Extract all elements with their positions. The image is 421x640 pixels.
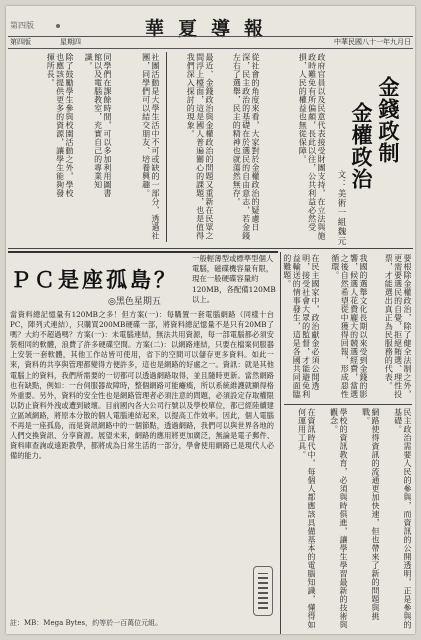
date-line: 中華民國八十一年九月日 xyxy=(334,38,411,46)
page-number: 第四版 xyxy=(10,38,31,46)
main-title-line2: 金權政治 xyxy=(349,102,374,190)
pc-article-byline: ◎黑色星期五 xyxy=(108,297,161,307)
column-rule xyxy=(280,252,281,634)
main-col-f: 要根除金權政治，除了健全法制之外，更需要選民的自覺，拒絕賄選、理性投票，才能選出真正為民服務的代表。 xyxy=(384,254,412,399)
main-col-d: 在民主國家中，政治獻金必須公開透明，接受社會大眾的監督，才能避免利益輸送的情事發生，這是各國共同面臨的難題。 xyxy=(282,254,320,399)
pc-article-body: 當資料總記憶量有120MB之多！但方案(一)：每購置一套電腦網路（同樣十台PC，陣列式連結），只購買200MB硬碟一部，將資料總記憶量不是只有20MB了嗎？大約不超過嗎？方案(一)：未電腦連結，無法共用資源，每一部電腦都必須安裝相同的軟體，浪費了許多硬碟空間。方案(二)：以網路連結，只要在檔案伺服器上安裝一套軟體，其他工作站皆可使用，省下的空間可以儲存更多資料。如此一來，資料的共享與管理都變得方便許多，這也是網路的好處之一。資訊：就是其他電腦上的資料，我們所需要的一切都可以透過網路取得，並且隨時更新。當然網路也有缺點，例如：一台伺服器故障時，整個網路可能癱瘓，所以系統維護就顯得格外重要。另外，資料的安全性也是網路管理者必須注意的問題，必須設定存取權限以防止資料外洩或遭到破壞。目前國內各大公司行號以及學校單位，都已經陸續建立區域網路，將原本分散的個人電腦連結起來，以提高工作效率。因此，個人電腦不再是一座孤島，而是資訊網路中的一個節點，透過網路，我們可以與世界各地的人們交換資訊、分享資源。展望未來，網路的應用將更加廣泛，無論是電子郵件、資料庫查詢或遠距教學，都將成為日常生活的一部分，學會使用網路已是現代人必備的能力。 xyxy=(10,310,274,461)
newspaper-title: 華夏導報 xyxy=(144,18,277,40)
pc-article-footnote: 註：MB：Mega Bytes，約等於一百萬位元組。 xyxy=(10,619,163,627)
section-rule xyxy=(8,248,413,249)
main-col-c: 政府官員以及民意代表接受財團支持，在立法與施政時難免有所偏頗，長此以往，公共利益必然受損，人民的權益也無從保障。 xyxy=(298,53,326,240)
main-title-line1: 金錢政制 xyxy=(376,76,401,164)
page-label: 第四版 xyxy=(10,21,34,30)
main-byline: 文：美術一組魏元 xyxy=(336,170,346,246)
pc-article-title: ＰＣ是座孤島？ xyxy=(10,267,178,292)
lower-right-col-4: 民主政治需要人民的參與，而資訊的公開透明，正是參與的基礎。 xyxy=(393,408,412,629)
newspaper-page xyxy=(6,6,415,634)
main-col-b: 從社會的角度來看，大家對於金權政治的疑慮日深，民主政治的基礎在於選民的自由意志，若金錢左右了選舉，民主的精神也就蕩然無存。 xyxy=(232,53,260,240)
lower-right-col-1: 在資訊時代中，每個人都應該具備基本的電腦知識，懂得如何運用工具。 xyxy=(297,408,316,629)
column-rule xyxy=(166,52,167,242)
pc-article-side-text: 一般輕薄型或標準型個人電腦，磁碟機容量有限，現在一般硬碟容量約120MB，各配備120MB以上。 xyxy=(192,254,276,304)
seal-stamp-icon xyxy=(253,566,273,616)
main-col-e: 我國的選舉文化長期以來受到金錢的影響，候選人花費龐大的競選經費，當選之後自然希望從中獲得回報，形成惡性循環。 xyxy=(330,254,368,399)
weekday: 星期四 xyxy=(60,38,81,46)
upper-left-col-2: 同學們在課餘時間，可以多加利用圖書館以及電腦教室，充實自己的專業知識。 xyxy=(84,53,112,198)
lower-right-col-3: 網路使得資訊的流通更加快速，但也帶來了新的問題與挑戰。 xyxy=(361,408,380,621)
upper-left-col-3: 社團活動是大學生活中不可或缺的一部分，透過社團，同學們可以結交朋友、培養興趣。 xyxy=(141,53,160,240)
upper-left-col-1: 除了鼓勵學生參與校園活動之外，學校也應該提供更多的資源，讓學生能夠發揮所長。 xyxy=(46,53,74,198)
main-col-a: 最近、金錢政治與金權政治的問題又重新在民眾之間浮上檯面，這是國人普遍關心的課題，也是值得我們深入探討的現象。 xyxy=(186,53,214,240)
lower-right-col-2: 學校的資訊教育，必須與時俱進，讓學生學習最新的技術與觀念。 xyxy=(329,408,348,629)
date-bar xyxy=(8,36,413,49)
dot-icon xyxy=(56,24,60,28)
